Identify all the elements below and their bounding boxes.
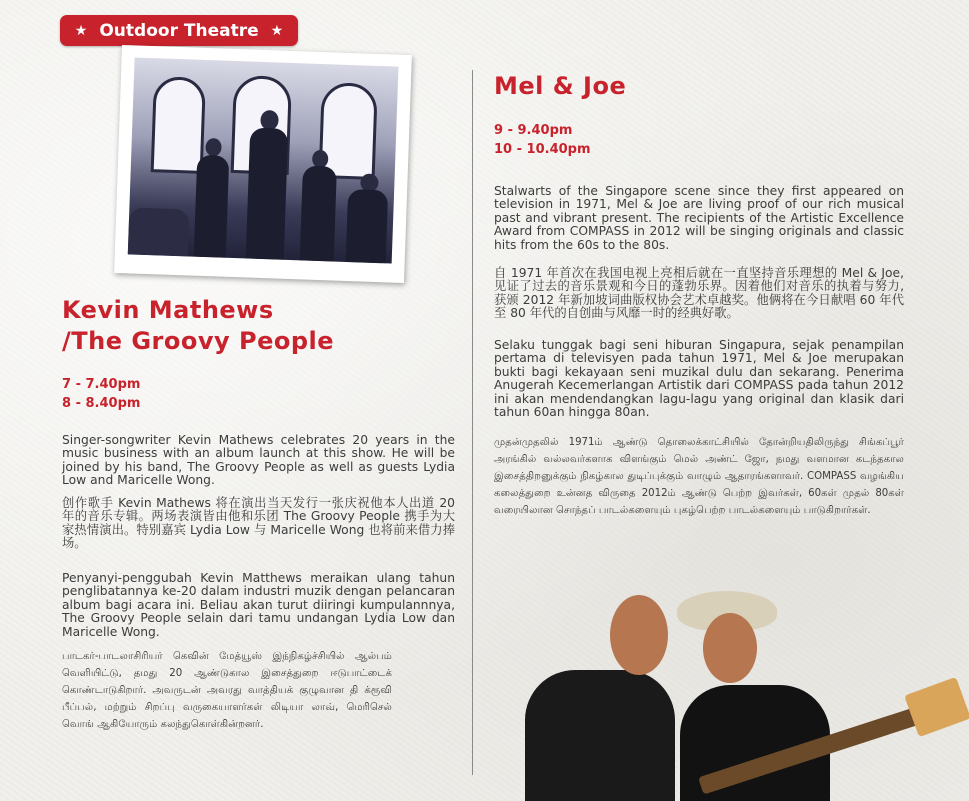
kevin-name-line1: Kevin Mathews	[62, 296, 274, 324]
kevin-time-1: 7 - 7.40pm	[62, 377, 141, 392]
kevin-chinese-description: 创作歌手 Kevin Mathews 将在演出当天发行一张庆祝他本人出道 20 年的音乐专辑。两场表演皆由他和乐团 The Groovy People 携手为大家热情演出。特别嘉宾 Lydia Low 与 Maricelle Wong 也将前来借力捧场。	[62, 496, 455, 551]
column-divider	[472, 70, 473, 775]
mel-joe-time-2: 10 - 10.40pm	[494, 142, 591, 157]
band-photo	[128, 57, 399, 263]
star-icon: ★	[74, 22, 88, 39]
mel-joe-chinese-description: 自 1971 年首次在我国电视上亮相后就在一直坚持音乐理想的 Mel & Joe, 见证了过去的音乐景观和今日的蓬勃乐界。因着他们对音乐的执着与努力, 获颁 2012 年新加坡词曲版权协会艺术卓越奖。他俩将在今日献唱 60 年代至 80 年代的自创曲与风靡一时的经典好歌。	[494, 266, 904, 321]
mel-joe-show-times	[494, 121, 591, 159]
mel-joe-english-description: Stalwarts of the Singapore scene since they first appeared on television in 1971, Mel & Joe are living proof of our rich musical past and vibrant present. The recipients of the Artistic Excellence Award from COMPASS in 2012 will be singing originals and classic hits from the 60s to the 80s.	[494, 184, 904, 252]
star-icon: ★	[270, 22, 284, 39]
mel-joe-photo	[515, 585, 969, 801]
mel-joe-malay-description: Selaku tunggak bagi seni hiburan Singapura, sejak penampilan pertama di televisyen pada tahun 1971, Mel & Joe merupakan bukti bagi kekayaan seni muzikal dulu dan sekarang. Penerima Anugerah Kecemerlangan Artistik dari COMPASS pada tahun 2012 ini akan mendendangkan lagu-lagu yang original dan klasik dari tahun 60an hingga 80an.	[494, 338, 904, 420]
section-tag-label: Outdoor Theatre	[99, 20, 259, 41]
kevin-malay-description: Penyanyi-penggubah Kevin Matthews meraikan ulang tahun penglibatannya ke-20 dalam industri muzik dengan pelancaran album bagi acara ini. Beliau akan turut diiringi kumpulannnya, The Groovy People selain dari tamu undangan Lydia Low dan Maricelle Wong.	[62, 571, 455, 639]
kevin-time-2: 8 - 8.40pm	[62, 396, 141, 411]
kevin-mathews-name	[62, 295, 334, 357]
kevin-show-times	[62, 375, 140, 413]
mel-joe-name: Mel & Joe	[494, 72, 627, 100]
kevin-english-description: Singer-songwriter Kevin Mathews celebrates 20 years in the music business with an album launch at this show. He will be joined by his band, The Groovy People as well as guests Lydia Low and Maricelle Wong.	[62, 433, 455, 488]
kevin-name-line2: /The Groovy People	[62, 327, 335, 355]
mel-joe-time-1: 9 - 9.40pm	[494, 123, 573, 138]
kevin-tamil-description: பாடகர்-பாடலாசிரியர் கெவின் மேத்யூஸ் இந்நிகழ்ச்சியில் ஆல்பம் வெளியிட்டு, தமது 20 ஆண்டுகால இசைத்துறை ஈடுபாட்டைக் கொண்டாடுகிறார். அவருடன் அவரது வாத்தியக் குழுவான தி க்ரூவி பீப்பல், மற்றும் சிறப்பு வருகையாளர்கள் லிடியா லாவ், மெரிசெல் வொங் ஆகியோரும் கலந்துகொள்கின்றனர்.	[62, 651, 392, 730]
section-tag	[60, 15, 298, 46]
band-photo-frame	[114, 45, 412, 283]
mel-joe-tamil-description: முதன்முதலில் 1971ம் ஆண்டு தொலைக்காட்சியில் தோன்றியதிலிருந்து சிங்கப்பூர் அரங்கில் வல்லவர்களாக விளங்கும் மெல் அண்ட் ஜோ, நமது வளமான கடந்தகால இசைத்திறனுக்கும் நிகழ்கால துடிப்புக்கும் வாழும் ஆதாரங்களாவர். COMPASS வழங்கிய கலைத்துறை உன்னத விருதை 2012ம் ஆண்டு பெற்ற இவர்கள், 60கள் முதல் 80கள் வரையிலான சொந்தப் பாடல்களையும் புகழ்பெற்ற பாடல்களையும் பாடுகிறார்கள்.	[494, 437, 904, 516]
